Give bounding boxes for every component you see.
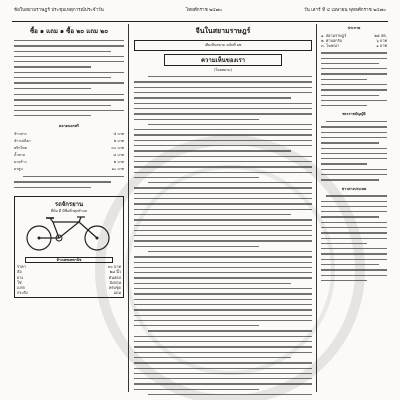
- right-list-row: ๑. สยามราษฎร์ ๒๕ สต.: [321, 32, 387, 38]
- middle-masthead: จีนในสยามราษฎร์: [195, 26, 251, 35]
- right-column: [321, 24, 387, 396]
- left-price-list: [14, 131, 124, 172]
- ad-spec-row: ยาง ดันลอป: [17, 274, 121, 280]
- bicycle-advertisement: [14, 196, 124, 298]
- price-row: น้ำตาล ๘ บาท: [14, 153, 124, 158]
- price-row: ข้าวเปลือก ๒ บาท: [14, 139, 124, 144]
- ad-spec-row: กระดิ่ง แถม: [17, 290, 121, 296]
- middle-column: [134, 24, 312, 396]
- header-left: ข้อใบสยามราษฎร์ ประชุมเหตุการณ์ประจำวัน: [14, 8, 104, 13]
- page-header: [14, 7, 386, 19]
- ad-subtitle: ยี่ห้อ ดี มีชื่อทั่วทุกตำบล: [51, 208, 87, 213]
- price-row: ยาสูบ ๑๐ บาท: [14, 167, 124, 172]
- ad-specs: [17, 264, 121, 295]
- right-list: [321, 33, 387, 49]
- right-text-block-3: [321, 195, 387, 281]
- right-notice-title: ประกาศ: [347, 26, 361, 30]
- left-text-block-1: [14, 40, 124, 89]
- price-row: ข้าวสาร ๕ บาท: [14, 132, 124, 137]
- ad-spec-row: ล้อ ๒๘ นิ้ว: [17, 269, 121, 275]
- header-middle: ไทยศักราช ๒๔๗๐: [185, 8, 222, 13]
- left-headline: ซื้อ ๑ แถม ๑ ซื้อ ๒๐ แถม ๒๐: [29, 28, 109, 35]
- middle-sub-masthead: เสียงจีนสยาม ฉบับที่ ๑๒: [134, 40, 312, 51]
- right-text-block-1: [321, 52, 387, 106]
- article-byline: (โดยสยาม): [214, 67, 232, 72]
- right-section-three-title: ข่าวต่างประเทศ: [341, 186, 367, 191]
- right-list-row: ๒. ค่าบอกรับ ๖ บาท: [321, 37, 387, 43]
- price-row: มะพร้าว ๒ บาท: [14, 160, 124, 165]
- ad-spec-row: เบรก ครบชุด: [17, 284, 121, 290]
- left-section-title: ตลาดนครศรี: [59, 124, 79, 129]
- ad-spec-row: โซ่ อังกฤษ: [17, 279, 121, 285]
- right-list-row: ๓. โฆษณา ๑ บาท: [321, 43, 387, 48]
- price-row: พริกไทย ๓๐ บาท: [14, 146, 124, 151]
- article-body: [134, 76, 312, 396]
- left-text-block-3: [14, 176, 124, 188]
- ad-store: ห้างเทพเทพานิช: [25, 257, 113, 264]
- bicycle-illustration: [17, 214, 119, 252]
- column-divider-right: [316, 24, 317, 392]
- ad-title: รถจักรยาน: [54, 200, 84, 208]
- header-rule: [12, 21, 388, 22]
- left-column: [14, 24, 124, 396]
- article-title: ความเห็นของเรา: [164, 54, 282, 66]
- header-right: วัน เสาร์ ที่ ๔ เมษายน พุทธศักราช ๒๔๗๐: [304, 8, 386, 13]
- left-text-block-2: [14, 94, 124, 116]
- column-divider-left: [128, 24, 129, 392]
- right-text-block-2: [321, 121, 387, 181]
- right-section-two-title: พระราชบัญญัติ: [342, 112, 366, 117]
- ad-spec-row: ราคา ๙๐ บาท: [17, 264, 121, 270]
